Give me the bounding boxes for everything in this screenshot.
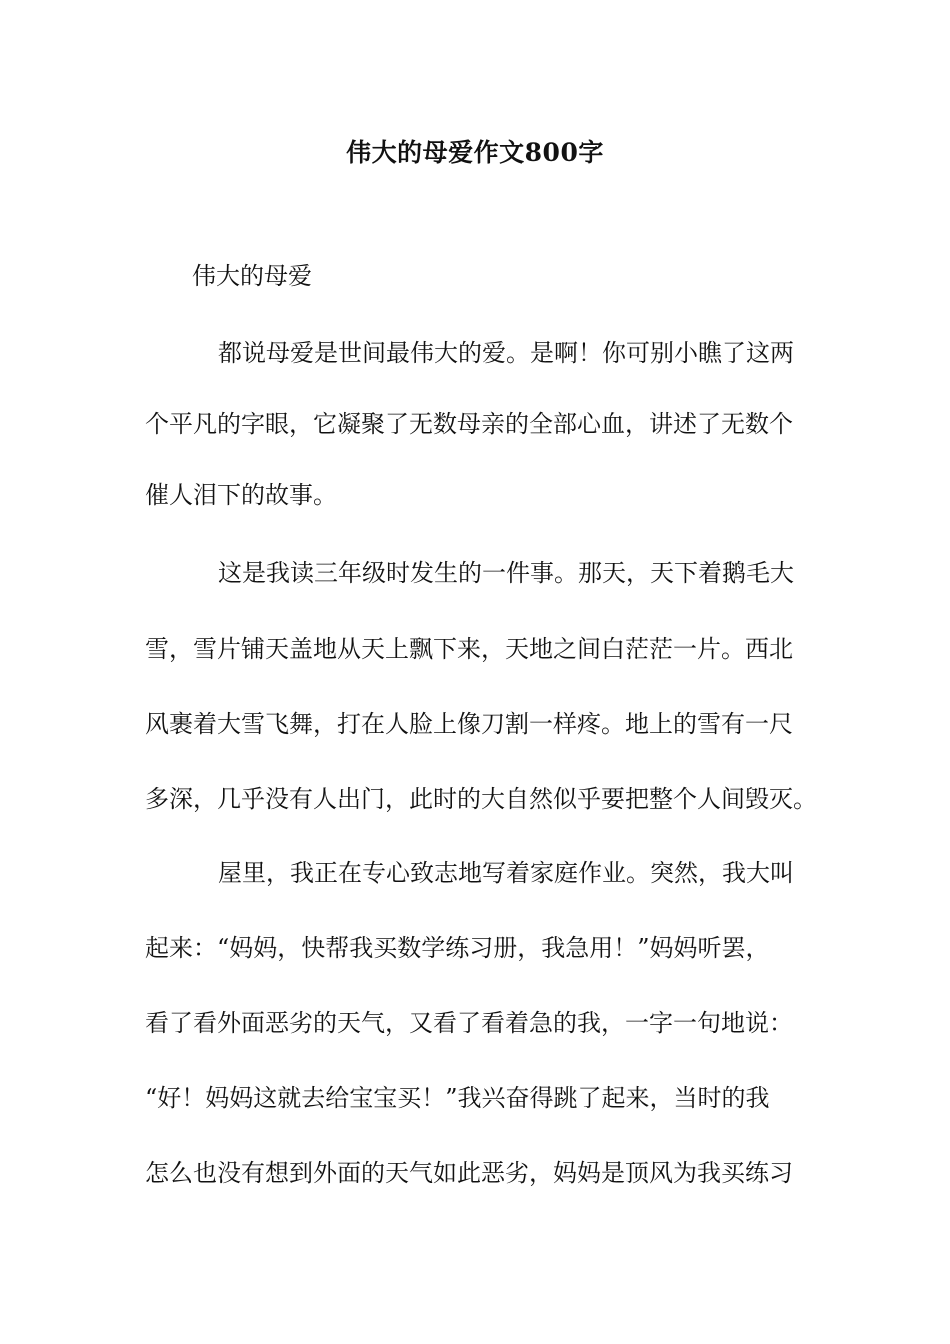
paragraph-line: 看了看外面恶劣的天气，又看了看着急的我，一字一句地说： [145, 1009, 793, 1037]
paragraph-line: 这是我读三年级时发生的一件事。那天，天下着鹅毛大 [218, 559, 794, 587]
paragraph-line: 雪，雪片铺天盖地从天上飘下来，天地之间白茫茫一片。西北 [145, 635, 793, 663]
paragraph-line: 催人泪下的故事。 [145, 481, 337, 509]
paragraph-line: 屋里，我正在专心致志地写着家庭作业。突然，我大叫 [218, 859, 794, 887]
paragraph-line: 多深，几乎没有人出门，此时的大自然似乎要把整个人间毁灭。 [145, 785, 817, 813]
paragraph-line: 起来：“妈妈，快帮我买数学练习册，我急用！”妈妈听罢， [145, 934, 770, 962]
essay-subheading: 伟大的母爱 [192, 262, 312, 290]
paragraph-line: 都说母爱是世间最伟大的爱。是啊！你可别小瞧了这两 [218, 339, 794, 367]
paragraph-line: 个平凡的字眼，它凝聚了无数母亲的全部心血，讲述了无数个 [145, 410, 793, 438]
document-title: 伟大的母爱作文800字 [346, 138, 604, 167]
paragraph-line: 怎么也没有想到外面的天气如此恶劣，妈妈是顶风为我买练习 [145, 1159, 793, 1187]
paragraph-line: 风裹着大雪飞舞，打在人脸上像刀割一样疼。地上的雪有一尺 [145, 710, 793, 738]
paragraph-line: “好！妈妈这就去给宝宝买！”我兴奋得跳了起来，当时的我 [145, 1084, 770, 1112]
